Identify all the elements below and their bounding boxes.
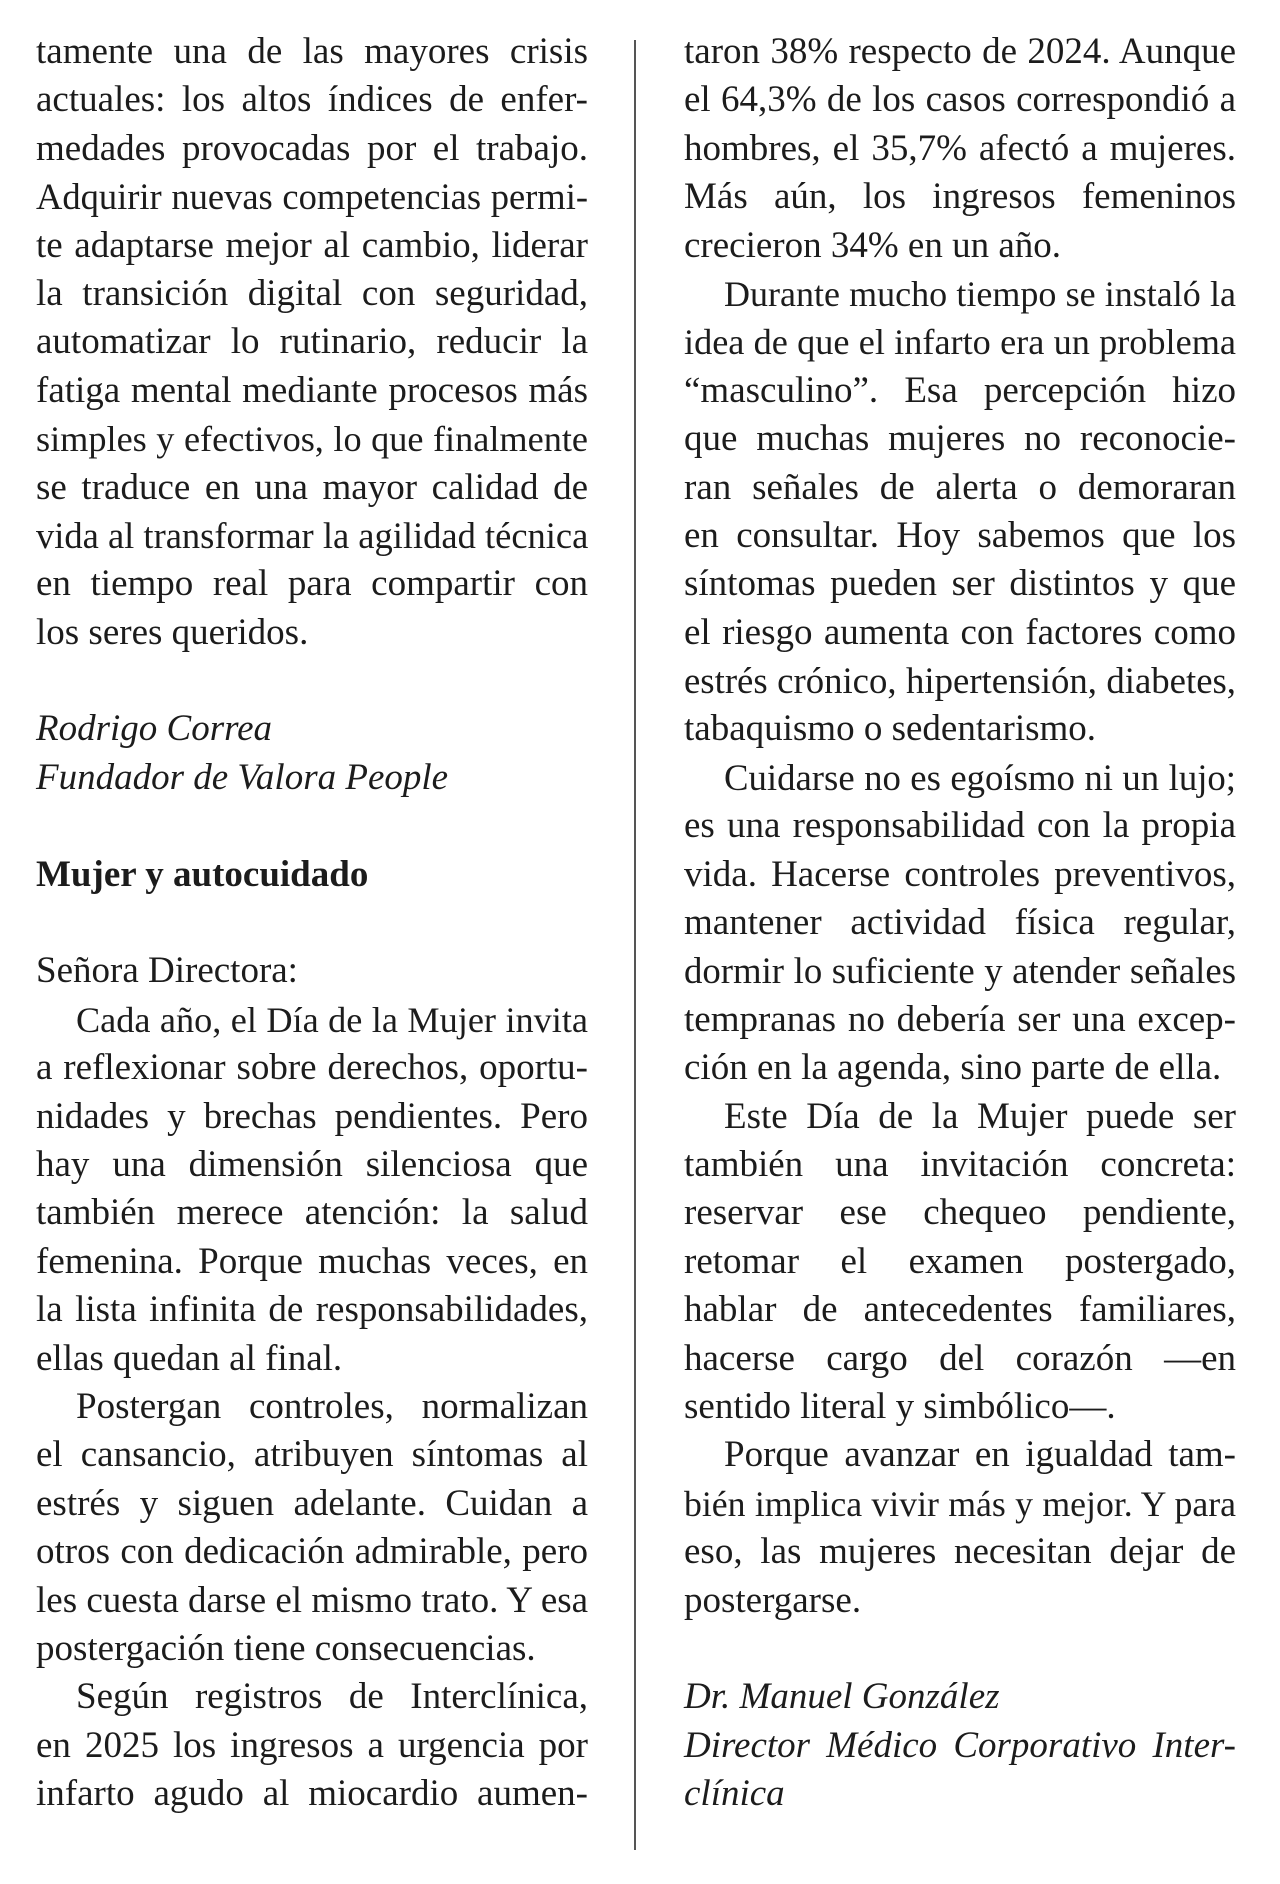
signature-name: Dr. Manuel González [684, 1676, 1000, 1718]
text-line: el cansancio, atribuyen síntomas al [36, 1434, 588, 1476]
spacer [684, 1625, 1236, 1673]
text-line: también una invitación concreta: [684, 1143, 1236, 1185]
text-line: vida. Hacerse controles preventivos, [684, 853, 1236, 895]
text-line: Según registros de Interclínica, [76, 1676, 588, 1718]
letter-1-paragraph-1 [36, 28, 588, 657]
text-line: vida al transformar la agilidad técnica [36, 514, 589, 556]
text-line: hablar de antecedentes familiares, [684, 1289, 1236, 1331]
text-line: los seres queridos. [36, 611, 309, 653]
text-line: la lista infinita de responsabilidades, [36, 1289, 588, 1331]
salutation: Señora Directora: [36, 950, 298, 992]
text-line: bién implica vivir más y mejor. Y para [684, 1483, 1236, 1524]
text-line: ran señales de alerta o demoraran [684, 466, 1236, 508]
text-line: se traduce en una mayor calidad de [36, 466, 588, 508]
text-line: en consultar. Hoy sabemos que los [684, 514, 1236, 556]
text-line: tabaquismo o sedentarismo. [684, 708, 1097, 750]
column-divider [634, 40, 636, 1850]
text-line: simples y efectivos, lo que finalmente [36, 419, 588, 460]
text-line: automatizar lo rutinario, reducir la [36, 321, 588, 363]
letter-2-paragraph-7 [684, 1431, 1236, 1625]
text-line: mantener actividad física regular, [684, 902, 1236, 944]
signature-role: clínica [684, 1773, 785, 1815]
text-line: Cada año, el Día de la Mujer invita [76, 999, 588, 1040]
spacer [36, 899, 588, 947]
text-line: crecieron 34% en un año. [684, 224, 1062, 266]
text-line: ción en la agenda, sino parte de ella. [684, 1047, 1222, 1089]
text-line: que muchas mujeres no reconocie- [684, 418, 1236, 460]
text-line: infarto agudo al miocardio aumen- [36, 1773, 588, 1815]
text-line: es una responsabilidad con la propia [684, 805, 1236, 847]
text-line: ellas quedan al final. [36, 1337, 343, 1379]
text-line: hacerse cargo del corazón —en [684, 1337, 1236, 1379]
text-line: estrés crónico, hipertensión, diabetes, [684, 660, 1236, 702]
spacer [36, 802, 588, 850]
text-line: el riesgo aumenta con factores como [684, 611, 1236, 653]
text-line: medades provocadas por el trabajo. [36, 127, 588, 169]
text-line: la transición digital con seguridad, [36, 272, 588, 314]
text-line: estrés y siguen adelante. Cuidan a [36, 1482, 588, 1524]
text-line: síntomas pueden ser distintos y que [684, 563, 1236, 605]
text-line: hay una dimensión silenciosa que [36, 1143, 588, 1185]
spacer [36, 657, 588, 705]
text-line: en tiempo real para compartir con [36, 563, 588, 605]
letter-2-paragraph-3 [36, 1673, 588, 1818]
text-line: postergarse. [684, 1579, 862, 1621]
letter-2-paragraph-2 [36, 1383, 588, 1673]
text-line: Adquirir nuevas competencias permi- [36, 176, 588, 218]
text-line: Porque avanzar en igualdad tam- [724, 1434, 1236, 1476]
letter-2-paragraph-6 [684, 1093, 1236, 1432]
text-line: reservar ese chequeo pendiente, [684, 1192, 1236, 1234]
text-line: otros con dedicación admirable, pero [36, 1531, 588, 1573]
letter-2-paragraph-3-continued [684, 28, 1236, 270]
text-line: en 2025 los ingresos a urgencia por [36, 1724, 588, 1766]
text-line: fatiga mental mediante procesos más [36, 369, 588, 411]
text-line: te adaptarse mejor al cambio, liderar [36, 224, 588, 266]
letter-2-paragraph-4 [684, 270, 1236, 754]
text-line: retomar el examen postergado, [684, 1240, 1236, 1282]
text-line: tamente una de las mayores crisis [36, 31, 588, 72]
text-line: actuales: los altos índices de enfer- [36, 79, 588, 121]
text-line: Cuidarse no es egoísmo ni un lujo; [724, 756, 1236, 798]
text-line: sentido literal y simbólico—. [684, 1385, 1116, 1427]
text-line: dormir lo suficiente y atender señales [684, 950, 1236, 992]
letter-2-paragraph-5 [684, 754, 1236, 1093]
text-line: les cuesta darse el mismo trato. Y esa [36, 1579, 589, 1621]
left-column [36, 28, 588, 1818]
signature-manuel-gonzalez [684, 1673, 1236, 1818]
signature-name: Rodrigo Correa [36, 708, 273, 750]
letter-heading [36, 851, 588, 899]
text-line: Durante mucho tiempo se instaló la [724, 273, 1236, 314]
signature-role: Director Médico Corporativo Inter- [684, 1724, 1236, 1766]
text-line: idea de que el infarto era un problema [684, 322, 1236, 363]
signature-rodrigo-correa [36, 705, 588, 802]
text-line: postergación tiene consecuencias. [36, 1627, 536, 1669]
letter-title: Mujer y autocuidado [36, 853, 369, 895]
text-line: femenina. Porque muchas veces, en [36, 1240, 588, 1282]
letter-2-paragraph-1 [36, 996, 588, 1383]
text-line: el 64,3% de los casos correspondió a [684, 79, 1236, 121]
text-line: a reflexionar sobre derechos, oportu- [36, 1047, 588, 1089]
text-line: hombres, el 35,7% afectó a mujeres. [684, 127, 1236, 169]
text-line: taron 38% respecto de 2024. Aunque [684, 31, 1236, 72]
text-line: tempranas no debería ser una excep- [684, 998, 1236, 1040]
text-line: eso, las mujeres necesitan dejar de [684, 1531, 1236, 1573]
text-line: “masculino”. Esa percepción hizo [684, 369, 1236, 411]
signature-role: Fundador de Valora People [36, 756, 449, 798]
text-line: nidades y brechas pendientes. Pero [36, 1095, 588, 1137]
right-column [684, 28, 1236, 1818]
text-line: Postergan controles, normalizan [76, 1385, 588, 1427]
text-line: Este Día de la Mujer puede ser [724, 1095, 1236, 1137]
text-line: también merece atención: la salud [36, 1192, 588, 1234]
text-line: Más aún, los ingresos femeninos [684, 176, 1236, 218]
